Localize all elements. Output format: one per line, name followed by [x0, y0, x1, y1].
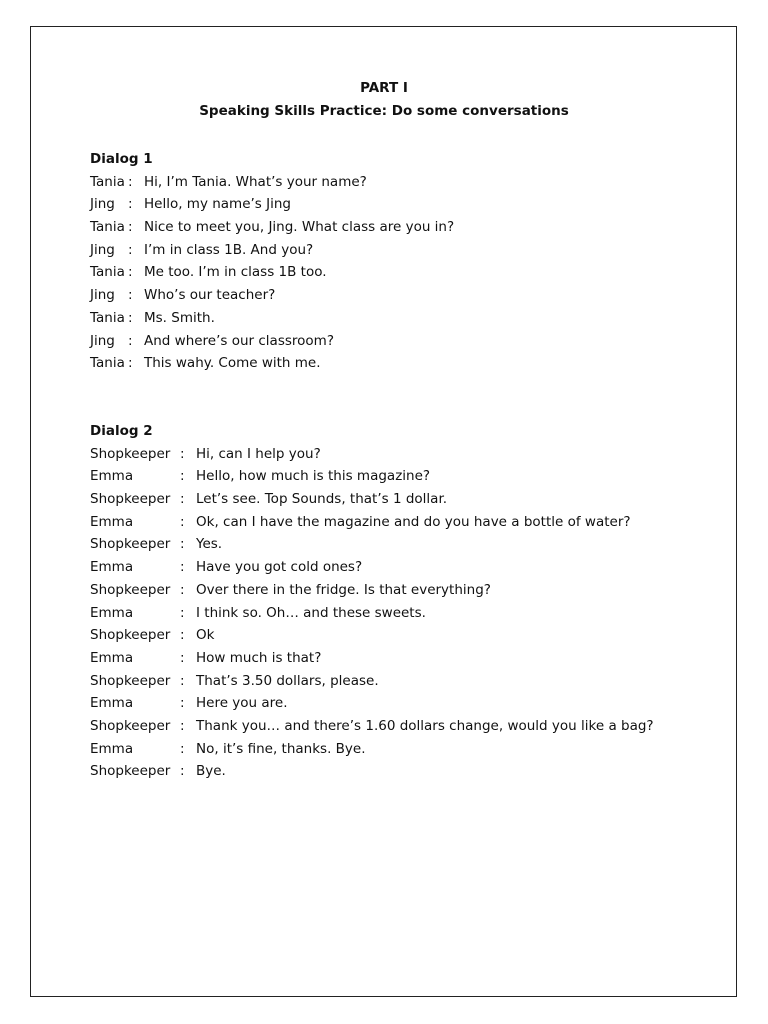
- speaker-name: Jing: [90, 287, 115, 304]
- dialog-text: Bye.: [196, 763, 226, 780]
- speaker-separator: :: [180, 445, 185, 462]
- dialog-line: [90, 602, 654, 625]
- dialog-text: Here you are.: [196, 695, 288, 712]
- speaker-name: Shopkeeper: [90, 536, 171, 553]
- dialog-text: Over there in the fridge. Is that everything?: [196, 581, 491, 598]
- dialog-line: [90, 307, 454, 330]
- speaker-name: Emma: [90, 604, 134, 621]
- dialog-line: [90, 556, 654, 579]
- speaker-separator: :: [128, 309, 133, 326]
- speaker-separator: :: [180, 740, 185, 757]
- dialog-line: [90, 330, 454, 353]
- speaker-name: Emma: [90, 740, 134, 757]
- speaker-separator: :: [128, 173, 133, 190]
- dialog-text: Let’s see. Top Sounds, that’s 1 dollar.: [196, 491, 448, 508]
- dialog-line: [90, 216, 454, 239]
- speaker-separator: :: [128, 287, 133, 304]
- dialog-text: Ok, can I have the magazine and do you have a bottle of water?: [196, 513, 631, 530]
- dialog-line: [90, 647, 654, 670]
- dialog-line: [90, 511, 654, 534]
- dialog-text: This wahy. Come with me.: [144, 355, 321, 372]
- speaker-name: Tania: [90, 264, 125, 281]
- dialog-2: [90, 420, 654, 783]
- speaker-separator: :: [180, 536, 185, 553]
- dialog-text: Ms. Smith.: [144, 309, 215, 326]
- speaker-name: Tania: [90, 219, 125, 236]
- dialog-line: [90, 443, 654, 466]
- dialog-text: And where’s our classroom?: [144, 332, 334, 349]
- dialog-line: [90, 465, 654, 488]
- dialog-lines: [90, 171, 454, 375]
- dialog-title: Dialog 1: [90, 151, 153, 167]
- speaker-name: Shopkeeper: [90, 491, 171, 508]
- speaker-name: Tania: [90, 309, 125, 326]
- dialog-text: Have you got cold ones?: [196, 559, 363, 576]
- speaker-name: Jing: [90, 196, 115, 213]
- dialog-text: Ok: [196, 627, 215, 644]
- dialog-text: Hi, I’m Tania. What’s your name?: [144, 173, 367, 190]
- dialog-line: [90, 670, 654, 693]
- dialog-line: [90, 488, 654, 511]
- speaker-name: Emma: [90, 649, 134, 666]
- speaker-separator: :: [180, 763, 185, 780]
- speaker-separator: :: [128, 196, 133, 213]
- speaker-name: Emma: [90, 695, 134, 712]
- dialog-title: Dialog 2: [90, 423, 153, 439]
- dialog-line: [90, 715, 654, 738]
- speaker-separator: :: [180, 695, 185, 712]
- speaker-separator: :: [180, 559, 185, 576]
- speaker-name: Emma: [90, 513, 134, 530]
- dialog-text: How much is that?: [196, 649, 322, 666]
- speaker-name: Shopkeeper: [90, 627, 171, 644]
- part-title: PART I: [360, 80, 408, 96]
- dialog-line: [90, 193, 454, 216]
- speaker-name: Shopkeeper: [90, 581, 171, 598]
- speaker-separator: :: [180, 717, 185, 734]
- dialog-text: Me too. I’m in class 1B too.: [144, 264, 327, 281]
- speaker-name: Tania: [90, 173, 125, 190]
- speaker-separator: :: [128, 355, 133, 372]
- speaker-name: Jing: [90, 241, 115, 258]
- speaker-name: Shopkeeper: [90, 763, 171, 780]
- dialog-text: Hello, how much is this magazine?: [196, 468, 431, 485]
- dialog-line: [90, 171, 454, 194]
- speaker-name: Shopkeeper: [90, 445, 171, 462]
- speaker-separator: :: [180, 649, 185, 666]
- dialog-text: I’m in class 1B. And you?: [144, 241, 314, 258]
- dialog-line: [90, 738, 654, 761]
- speaker-name: Shopkeeper: [90, 672, 171, 689]
- dialog-text: That’s 3.50 dollars, please.: [196, 672, 379, 689]
- dialog-text: Nice to meet you, Jing. What class are you in?: [144, 219, 455, 236]
- speaker-name: Emma: [90, 559, 134, 576]
- dialog-line: [90, 284, 454, 307]
- dialog-line: [90, 760, 654, 783]
- dialog-text: I think so. Oh… and these sweets.: [196, 604, 426, 621]
- speaker-separator: :: [180, 604, 185, 621]
- speaker-separator: :: [128, 264, 133, 281]
- speaker-separator: :: [180, 513, 185, 530]
- dialog-text: Who’s our teacher?: [144, 287, 276, 304]
- dialog-line: [90, 579, 654, 602]
- dialog-line: [90, 624, 654, 647]
- speaker-separator: :: [180, 581, 185, 598]
- dialog-line: [90, 692, 654, 715]
- speaker-separator: :: [128, 219, 133, 236]
- speaker-separator: :: [180, 491, 185, 508]
- page-subtitle: Speaking Skills Practice: Do some conversations: [199, 103, 569, 119]
- speaker-separator: :: [180, 672, 185, 689]
- speaker-name: Jing: [90, 332, 115, 349]
- speaker-name: Emma: [90, 468, 134, 485]
- dialog-line: [90, 239, 454, 262]
- dialog-lines: [90, 443, 654, 783]
- speaker-separator: :: [180, 468, 185, 485]
- speaker-name: Tania: [90, 355, 125, 372]
- dialog-text: Thank you… and there’s 1.60 dollars change, would you like a bag?: [196, 717, 654, 734]
- speaker-separator: :: [128, 241, 133, 258]
- speaker-separator: :: [180, 627, 185, 644]
- dialog-line: [90, 533, 654, 556]
- speaker-name: Shopkeeper: [90, 717, 171, 734]
- dialog-line: [90, 261, 454, 284]
- dialog-line: [90, 352, 454, 375]
- dialog-text: Hello, my name’s Jing: [144, 196, 291, 213]
- dialog-1: [90, 148, 454, 375]
- dialog-text: Hi, can I help you?: [196, 445, 321, 462]
- speaker-separator: :: [128, 332, 133, 349]
- dialog-text: No, it’s fine, thanks. Bye.: [196, 740, 366, 757]
- dialog-text: Yes.: [196, 536, 223, 553]
